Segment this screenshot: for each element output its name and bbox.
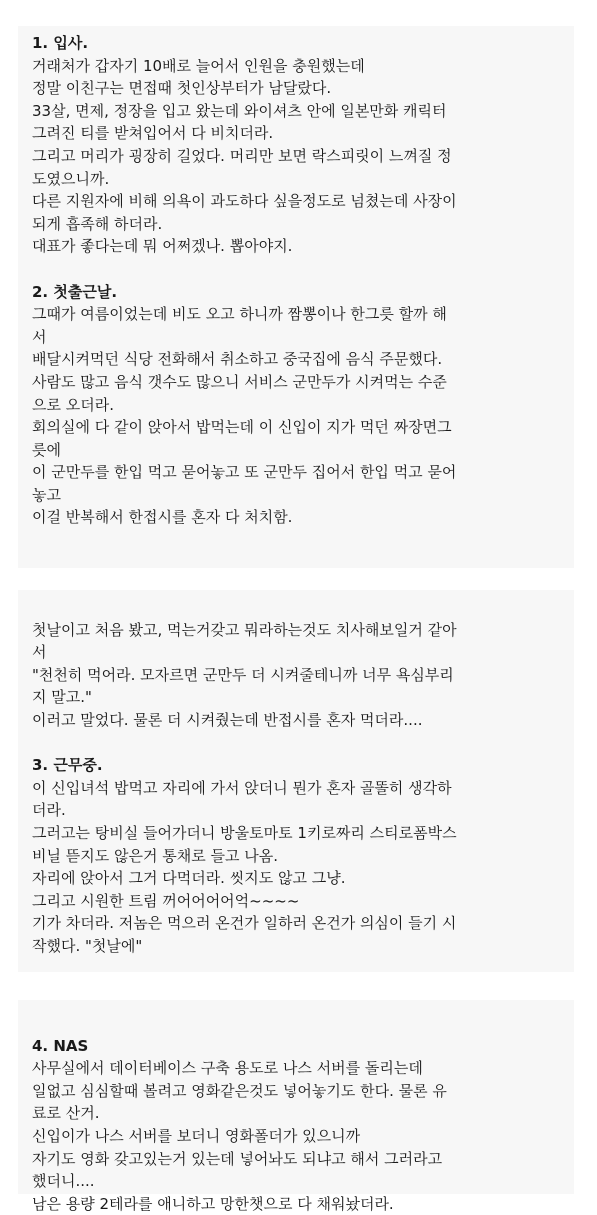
text-line: 자기도 영화 갖고있는거 있는데 넣어놔도 되냐고 해서 그러라고 (32, 1149, 443, 1168)
text-line: 으로 오더라. (32, 395, 114, 414)
section-heading: 4. NAS (32, 1036, 89, 1055)
text-line: 릇에 (32, 440, 61, 459)
section-heading: 1. 입사. (32, 34, 89, 52)
text-line: 했더니.... (32, 1172, 95, 1191)
blank-line (32, 732, 574, 755)
blank-line (32, 596, 574, 619)
text-line: 기가 차더라. 저놈은 먹으러 온건가 일하러 온건가 의심이 들기 시 (32, 914, 457, 933)
text-line: 배달시켜먹던 식당 전화해서 취소하고 중국집에 음식 주문했다. (32, 350, 443, 369)
text-line: 더라. (32, 801, 66, 820)
text-line: 그리고 시원한 트림 꺼어어어어억~~~~ (32, 891, 300, 910)
text-line: 다른 지원자에 비해 의욕이 과도하다 싶을정도로 넘쳤는데 사장이 (32, 192, 457, 211)
text-line: 되게 흡족해 하더라. (32, 214, 163, 233)
text-line: 남은 용량 2테라를 애니하고 망한챗으로 다 채워놨더라. (32, 1194, 394, 1213)
text-line: 이 군만두를 한입 먹고 묻어놓고 또 군만두 집어서 한입 먹고 묻어 (32, 463, 457, 482)
text-line: 그러고는 탕비실 들어가더니 방울토마토 1키로짜리 스티로폼박스 (32, 823, 457, 842)
text-line: 정말 이친구는 면접때 첫인상부터가 남달랐다. (32, 79, 332, 98)
text-line: 33살, 면제, 정장을 입고 왔는데 와이셔츠 안에 일본만화 캐릭터 (32, 101, 447, 120)
text-line: 대표가 좋다는데 뭐 어쩌겠나. 뽑아야지. (32, 237, 293, 256)
text-line: "천천히 먹어라. 모자르면 군만두 더 시켜줄테니까 너무 욕심부리 (32, 665, 454, 684)
text-line: 작했다. "첫날에" (32, 936, 143, 955)
text-line: 놓고 (32, 485, 61, 504)
blank-line (32, 258, 574, 281)
text-line: 일없고 심심할때 볼려고 영화같은것도 넣어놓기도 한다. 물론 유 (32, 1081, 447, 1100)
text-line: 사람도 많고 음식 갯수도 많으니 서비스 군만두가 시켜먹는 수준 (32, 372, 447, 391)
blank-line (32, 1012, 574, 1035)
text-line: 비닐 뜯지도 않은거 통채로 들고 나옴. (32, 846, 278, 865)
text-line: 이걸 반복해서 한접시를 혼자 다 처치함. (32, 508, 293, 527)
text-line: 그려진 티를 받쳐입어서 다 비치더라. (32, 124, 274, 143)
section-heading: 3. 근무중. (32, 756, 103, 775)
text-line: 서 (32, 327, 47, 346)
text-line: 그리고 머리가 굉장히 길었다. 머리만 보면 락스피릿이 느껴질 정 (32, 146, 452, 165)
text-line: 자리에 앉아서 그거 다먹더라. 씻지도 않고 그냥. (32, 869, 346, 888)
text-block-1 (18, 26, 574, 568)
text-line: 이 신입녀석 밥먹고 자리에 가서 앉더니 뭔가 혼자 골똘히 생각하 (32, 778, 452, 797)
text-line: 그때가 여름이었는데 비도 오고 하니까 짬뽕이나 한그릇 할까 해 (32, 305, 447, 324)
section-heading: 2. 첫출근날. (32, 282, 118, 301)
text-line: 도였으니까. (32, 169, 110, 188)
text-line: 서 (32, 643, 47, 662)
text-line: 사무실에서 데이터베이스 구축 용도로 나스 서버를 돌리는데 (32, 1059, 423, 1078)
text-line: 회의실에 다 같이 앉아서 밥먹는데 이 신입이 지가 먹던 짜장면그 (32, 418, 452, 437)
text-line: 료로 산거. (32, 1104, 100, 1123)
text-block-3 (18, 1000, 574, 1213)
text-line: 신입이가 나스 서버를 보더니 영화폴더가 있으니까 (32, 1126, 361, 1145)
text-block-2 (18, 590, 574, 972)
text-line: 거래처가 갑자기 10배로 늘어서 인원을 충원했는데 (32, 56, 365, 75)
text-line: 지 말고." (32, 688, 92, 707)
text-line: 이러고 말었다. 물론 더 시켜줬는데 반접시를 혼자 먹더라.... (32, 710, 423, 729)
text-line: 첫날이고 처음 봤고, 먹는거갖고 뭐라하는것도 치사해보일거 같아 (32, 620, 457, 639)
